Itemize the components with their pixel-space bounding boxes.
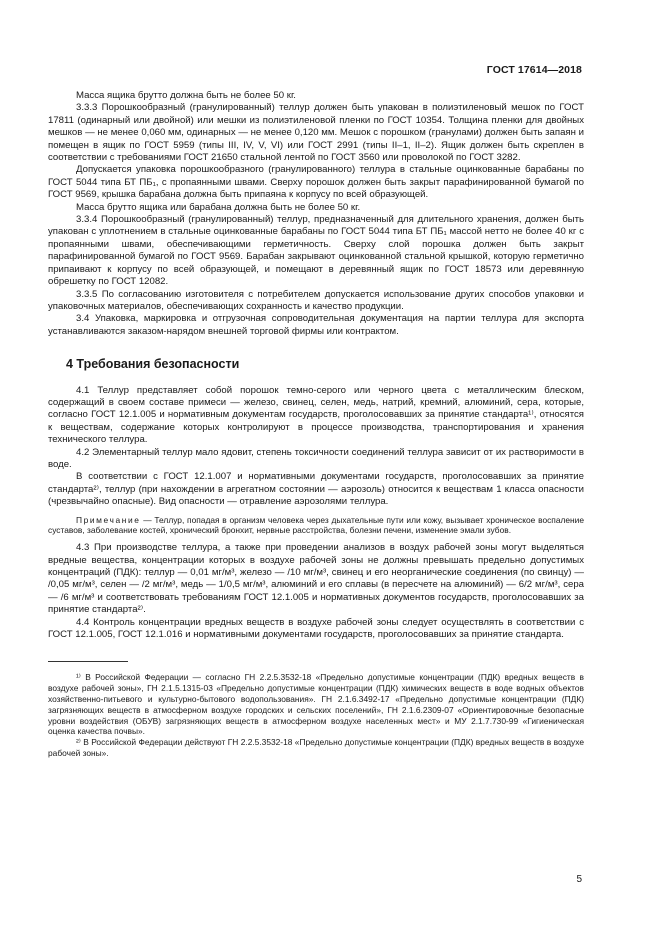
paragraph: Масса ящика брутто должна быть не более 50 кг. <box>76 90 296 101</box>
paragraph: В соответствии с ГОСТ 12.1.007 и нормативными документами государств, проголосовавших за принятие стандарта²⁾, теллур (при нахождении в агрегатном состоянии — аэрозоль) относится к веществам 1 класса опасности (чрезвычайно опасные). Вид опасности — отравление аэрозолями теллура. <box>48 471 584 508</box>
paragraph: 4.4 Контроль концентрации вредных веществ в воздухе рабочей зоны следует осуществлять в соответствии с ГОСТ 12.1.005, ГОСТ 12.1.016 и нормативными документами государств, проголосовавших за принятие стандарта. <box>48 616 584 641</box>
footnote: ¹⁾ В Российской Федерации — согласно ГН 2.2.5.3532-18 «Предельно допустимые концентрации (ПДК) вредных веществ в воздухе рабочей зоны», ГН 2.1.5.1315-03 «Предельно допустимые концентрации (ПДК) химических веществ в воде водных объектов хозяйственно-питьевого и культурно-бытового водопользования». ГН 2.1.6.3492-17 «Предельно допустимые концентрации (ПДК) загрязняющих веществ в атмосферном воздухе городских и сельских поселений», ГН 2.1.6.2309-07 «Ориентировочные безопасные уровни воздействия (ОБУВ) загрязняющих веществ в атмосферном воздухе населенных мест» и МУ 2.1.7.730-99 «Гигиеническая оценка качества почвы». <box>48 672 584 737</box>
paragraph: 4.1 Теллур представляет собой порошок темно-серого или черного цвета с металлическим блеском, содержащий в своем составе примеси — железо, свинец, селен, медь, натрий, кремний, алюминий, сера, которые, согласно ГОСТ 12.1.005 и нормативным документам государств, проголосовавших за принятие стандарта¹⁾, относятся к веществам, содержание которых контролируют в процессе производства, транспортирования и хранения технического теллура. <box>48 384 584 446</box>
note-text: — Теллур, попадая в организм человека через дыхательные пути или кожу, вызывает хроническое воспаление суставов, заболевание костей, хронический бронхит, нервные расстройства, болезни печени, изменение эмали зубов. <box>48 514 584 536</box>
paragraph: 4.2 Элементарный теллур мало ядовит, степень токсичности соединений теллура зависит от их растворимости в воде. <box>48 446 584 470</box>
paragraph: 3.3.3 Порошкообразный (гранулированный) теллур должен быть упакован в полиэтиленовый мешок по ГОСТ 17811 (одинарный или двойной) или мешки из полиэтиленовой пленки по ГОСТ 10354. Толщина пленки для двойных мешков — не менее 0,060 мм, одинарных — не менее 0,120 мм. Мешок с порошком (гранулами) должен быть запаян и помещен в ящик по ГОСТ 5959 (типы III, IV, V, VI) или ГОСТ 2991 (типы II–1, II–2). Ящик должен быть скреплен в соответствии с требованиями ГОСТ 21650 стальной лентой по ГОСТ 3560 или проволокой по ГОСТ 3282. <box>48 102 584 164</box>
section-heading: 4 Требования безопасности <box>66 357 240 372</box>
document-body <box>48 90 584 759</box>
paragraph: 4.3 При производстве теллура, а также при проведении анализов в воздух рабочей зоны могут выделяться вредные вещества, концентрации которых в воздухе рабочей зоны не должны превышать предельно допустимых концентраций (ПДК): теллур — 0,01 мг/м³, железо — /10 мг/м³, свинец и его неорганические соединения (по свинцу) — /0,05 мг/м³, селен — /2 мг/м³, медь — 1/0,5 мг/м³, алюминий и его сплавы (в пересчете на алюминий) — 6/2 мг/м³, сера — /6 мг/м³ и соответствовать требованиям ГОСТ 12.1.005 и нормативных документов государств, проголосовавших за принятие стандарта²⁾. <box>48 542 584 616</box>
paragraph: Масса брутто ящика или барабана должна быть не более 50 кг. <box>76 201 361 213</box>
paragraph: 3.3.5 По согласованию изготовителя с потребителем допускается использование других способов упаковки и упаковочных материалов, обеспечивающих сохранность и качество продукции. <box>48 288 584 312</box>
footnote-separator <box>48 661 128 662</box>
document-code: ГОСТ 17614—2018 <box>486 64 582 76</box>
paragraph: Допускается упаковка порошкообразного (гранулированного) теллура в стальные оцинкованные барабаны по ГОСТ 5044 типа БТ ПБ₁, с пропаянными швами. Сверху порошок должен быть закрыт парафинированной бумагой по ГОСТ 9569, крышка барабана должна быть припаяна к корпусу по всей образующей. <box>48 164 584 201</box>
note-label: Примечание <box>76 514 141 525</box>
paragraph: 3.3.4 Порошкообразный (гранулированный) теллур, предназначенный для длительного хранения, должен быть упакован с уплотнением в стальные оцинкованные барабаны по ГОСТ 5044 типа БТ ПБ₁ массой нетто не более 40 кг с пропаянными швами, обеспечивающими герметичность. Сверху слой порошка должен быть закрыт парафинированной бумагой по ГОСТ 9569. Барабан закрывают оцинкованной стальной крышкой, которую герметично припаивают к корпусу по всей образующей, и помещают в деревянный ящик по ГОСТ 18573 или деревянную обрешетку по ГОСТ 12082. <box>48 214 584 288</box>
paragraph: 3.4 Упаковка, маркировка и отгрузочная сопроводительная документация на партии теллура для экспорта устанавливаются заказом-нарядом внешней торговой фирмы или контрактом. <box>48 313 584 337</box>
note <box>48 515 584 537</box>
page-number: 5 <box>576 874 582 885</box>
footnote: ²⁾ В Российской Федерации действуют ГН 2.2.5.3532-18 «Предельно допустимые концентрации (ПДК) вредных веществ в воздухе рабочей зоны». <box>48 737 584 759</box>
